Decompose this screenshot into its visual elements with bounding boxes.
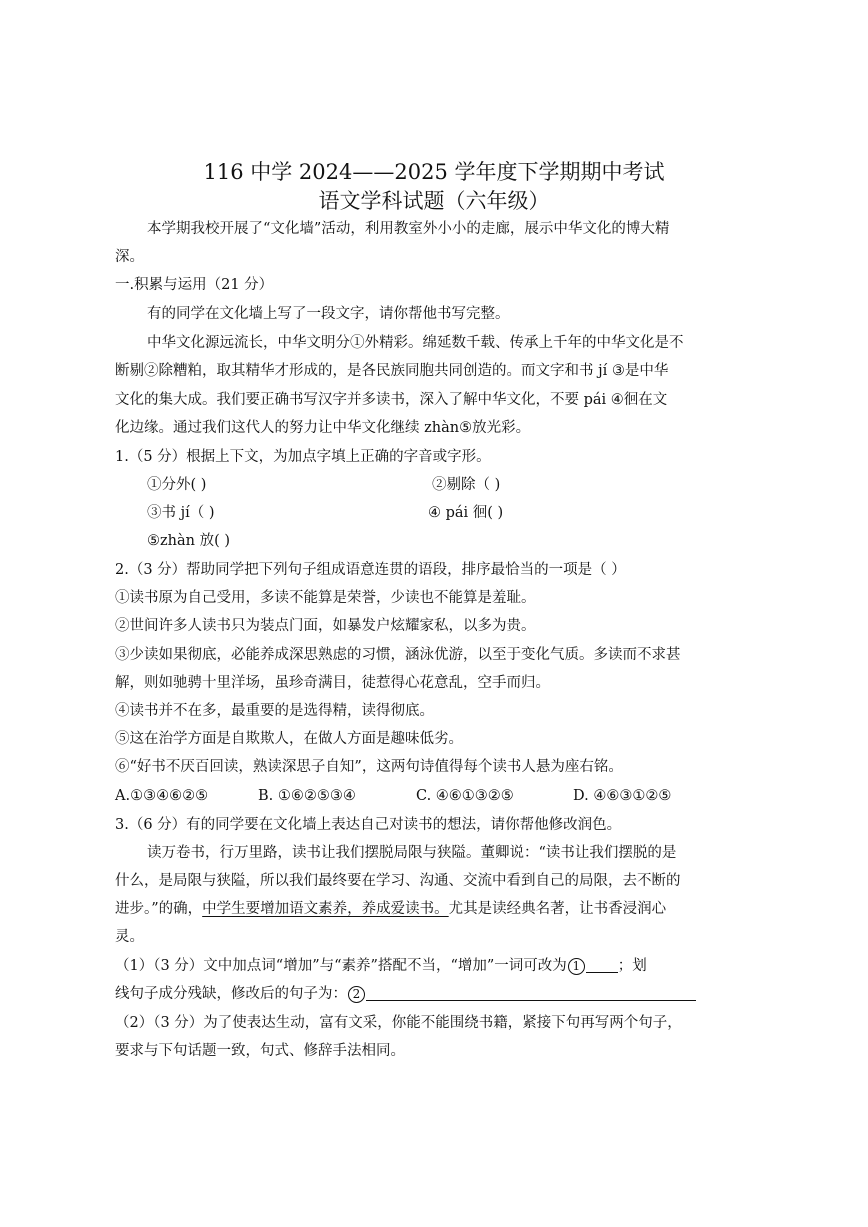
- q1-item-1: ①分外( ): [147, 477, 207, 493]
- question-1-stem: 1.（5 分）根据上下文，为加点字填上正确的字音或字形。: [115, 449, 491, 465]
- q2-sentence-4: ④读书并不在多，最重要的是选得精，读得彻底。: [115, 703, 434, 719]
- q2-option-d: D. ④⑥③①②⑤: [573, 788, 672, 804]
- q1-item-4: ④ pái 徊( ): [428, 505, 504, 521]
- q3-sub1-line-1: [115, 956, 755, 976]
- q3-sub2-line-1: （2）（3 分）为了使表达生动，富有文采，你能不能围绕书籍，紧接下句再写两个句子，: [115, 1015, 682, 1031]
- intro-line-1: 本学期我校开展了“文化墙”活动，利用教室外小小的走廊，展示中华文化的博大精: [147, 221, 670, 237]
- answer-marker-2: 2: [348, 986, 365, 1003]
- answer-blank-2[interactable]: [366, 984, 696, 1001]
- q1-item-5: ⑤zhàn 放( ): [147, 533, 230, 549]
- passage-line-1: 中华文化源远流长，中华文明分①外精彩。绵延数千载、传承上千年的中华文化是不: [147, 335, 684, 351]
- q1-item-2: ②剔除（ ): [432, 477, 501, 493]
- passage-line-3: 文化的集大成。我们要正确书写汉字并多读书，深入了解中华文化，不要 pái ④徊在文: [115, 392, 668, 408]
- q2-option-b: B. ①⑥②⑤③④: [258, 788, 356, 804]
- q3-passage-line-2: 什么，是局限与狭隘，所以我们最终要在学习、沟通、交流中看到自己的局限，去不断的: [115, 873, 681, 889]
- q2-sentence-1: ①读书原为自己受用，多读不能算是荣誉，少读也不能算是羞耻。: [115, 590, 536, 606]
- intro-line-2: 深。: [115, 249, 144, 265]
- question-2-stem: 2.（3 分）帮助同学把下列句子组成语意连贯的语段，排序最恰当的一项是（ ）: [115, 562, 626, 578]
- q2-sentence-3b: 解，则如驰骋十里洋场，虽珍奇满目，徒惹得心花意乱，空手而归。: [115, 675, 550, 691]
- answer-marker-1: 1: [568, 958, 585, 975]
- q2-sentence-2: ②世间许多人读书只为装点门面，如暴发户炫耀家私，以多为贵。: [115, 618, 536, 634]
- q3-sub1-prompt: 线句子成分残缺，修改后的句子为：: [115, 986, 347, 1002]
- q3-passage-line-3: [115, 899, 755, 919]
- passage-line-4: 化边缘。通过我们这代人的努力让中华文化继续 zhàn⑤放光彩。: [115, 420, 531, 436]
- passage-line-2: 断剔②除糟粕，取其精华才形成的，是各民族同胞共同创造的。而文字和书 jí ③是中华: [115, 363, 669, 379]
- question-3-stem: 3.（6 分）有的同学要在文化墙上表达自己对读书的想法，请你帮他修改润色。: [115, 817, 622, 833]
- q3-sub1-text: （1）（3 分）文中加点词“增加”与“素养”搭配不当，“增加”一词可改为: [115, 958, 567, 974]
- q3-passage-prefix: 进步。”的确，: [115, 901, 203, 917]
- q3-passage-line-4: 灵。: [115, 929, 144, 945]
- q2-sentence-5: ⑤这在治学方面是自欺欺人，在做人方面是趣味低劣。: [115, 731, 463, 747]
- answer-blank-1[interactable]: [586, 956, 618, 973]
- q3-underlined-sentence: 中学生要增加语文素养，养成爱读书。: [202, 901, 449, 917]
- section-1-heading: 一.积累与运用（21 分）: [115, 277, 274, 293]
- passage-intro: 有的同学在文化墙上写了一段文字，请你帮他书写完整。: [147, 306, 510, 322]
- q3-sub1-line-2: [115, 984, 755, 1004]
- q1-item-3: ③书 jí（ ): [147, 505, 215, 521]
- q3-passage-line-1: 读万卷书，行万里路，读书让我们摆脱局限与狭隘。董卿说：“读书让我们摆脱的是: [147, 845, 677, 861]
- exam-title: 116 中学 2024——2025 学年度下学期期中考试: [203, 160, 665, 184]
- q2-option-c: C. ④⑥①③②⑤: [416, 788, 514, 804]
- exam-subtitle: 语文学科试题（六年级）: [318, 189, 550, 213]
- q3-passage-suffix: 尤其是读经典名著，让书香浸润心: [448, 901, 667, 917]
- q2-sentence-3a: ③少读如果彻底，必能养成深思熟虑的习惯，涵泳优游，以至于变化气质。多读而不求甚: [115, 647, 681, 663]
- q3-sub2-line-2: 要求与下句话题一致，句式、修辞手法相同。: [115, 1043, 405, 1059]
- q3-sub1-tail: ；划: [617, 958, 647, 974]
- q2-option-a: A.①③④⑥②⑤: [115, 788, 209, 804]
- q2-sentence-6: ⑥“好书不厌百回读，熟读深思子自知”，这两句诗值得每个读书人悬为座右铭。: [115, 759, 623, 775]
